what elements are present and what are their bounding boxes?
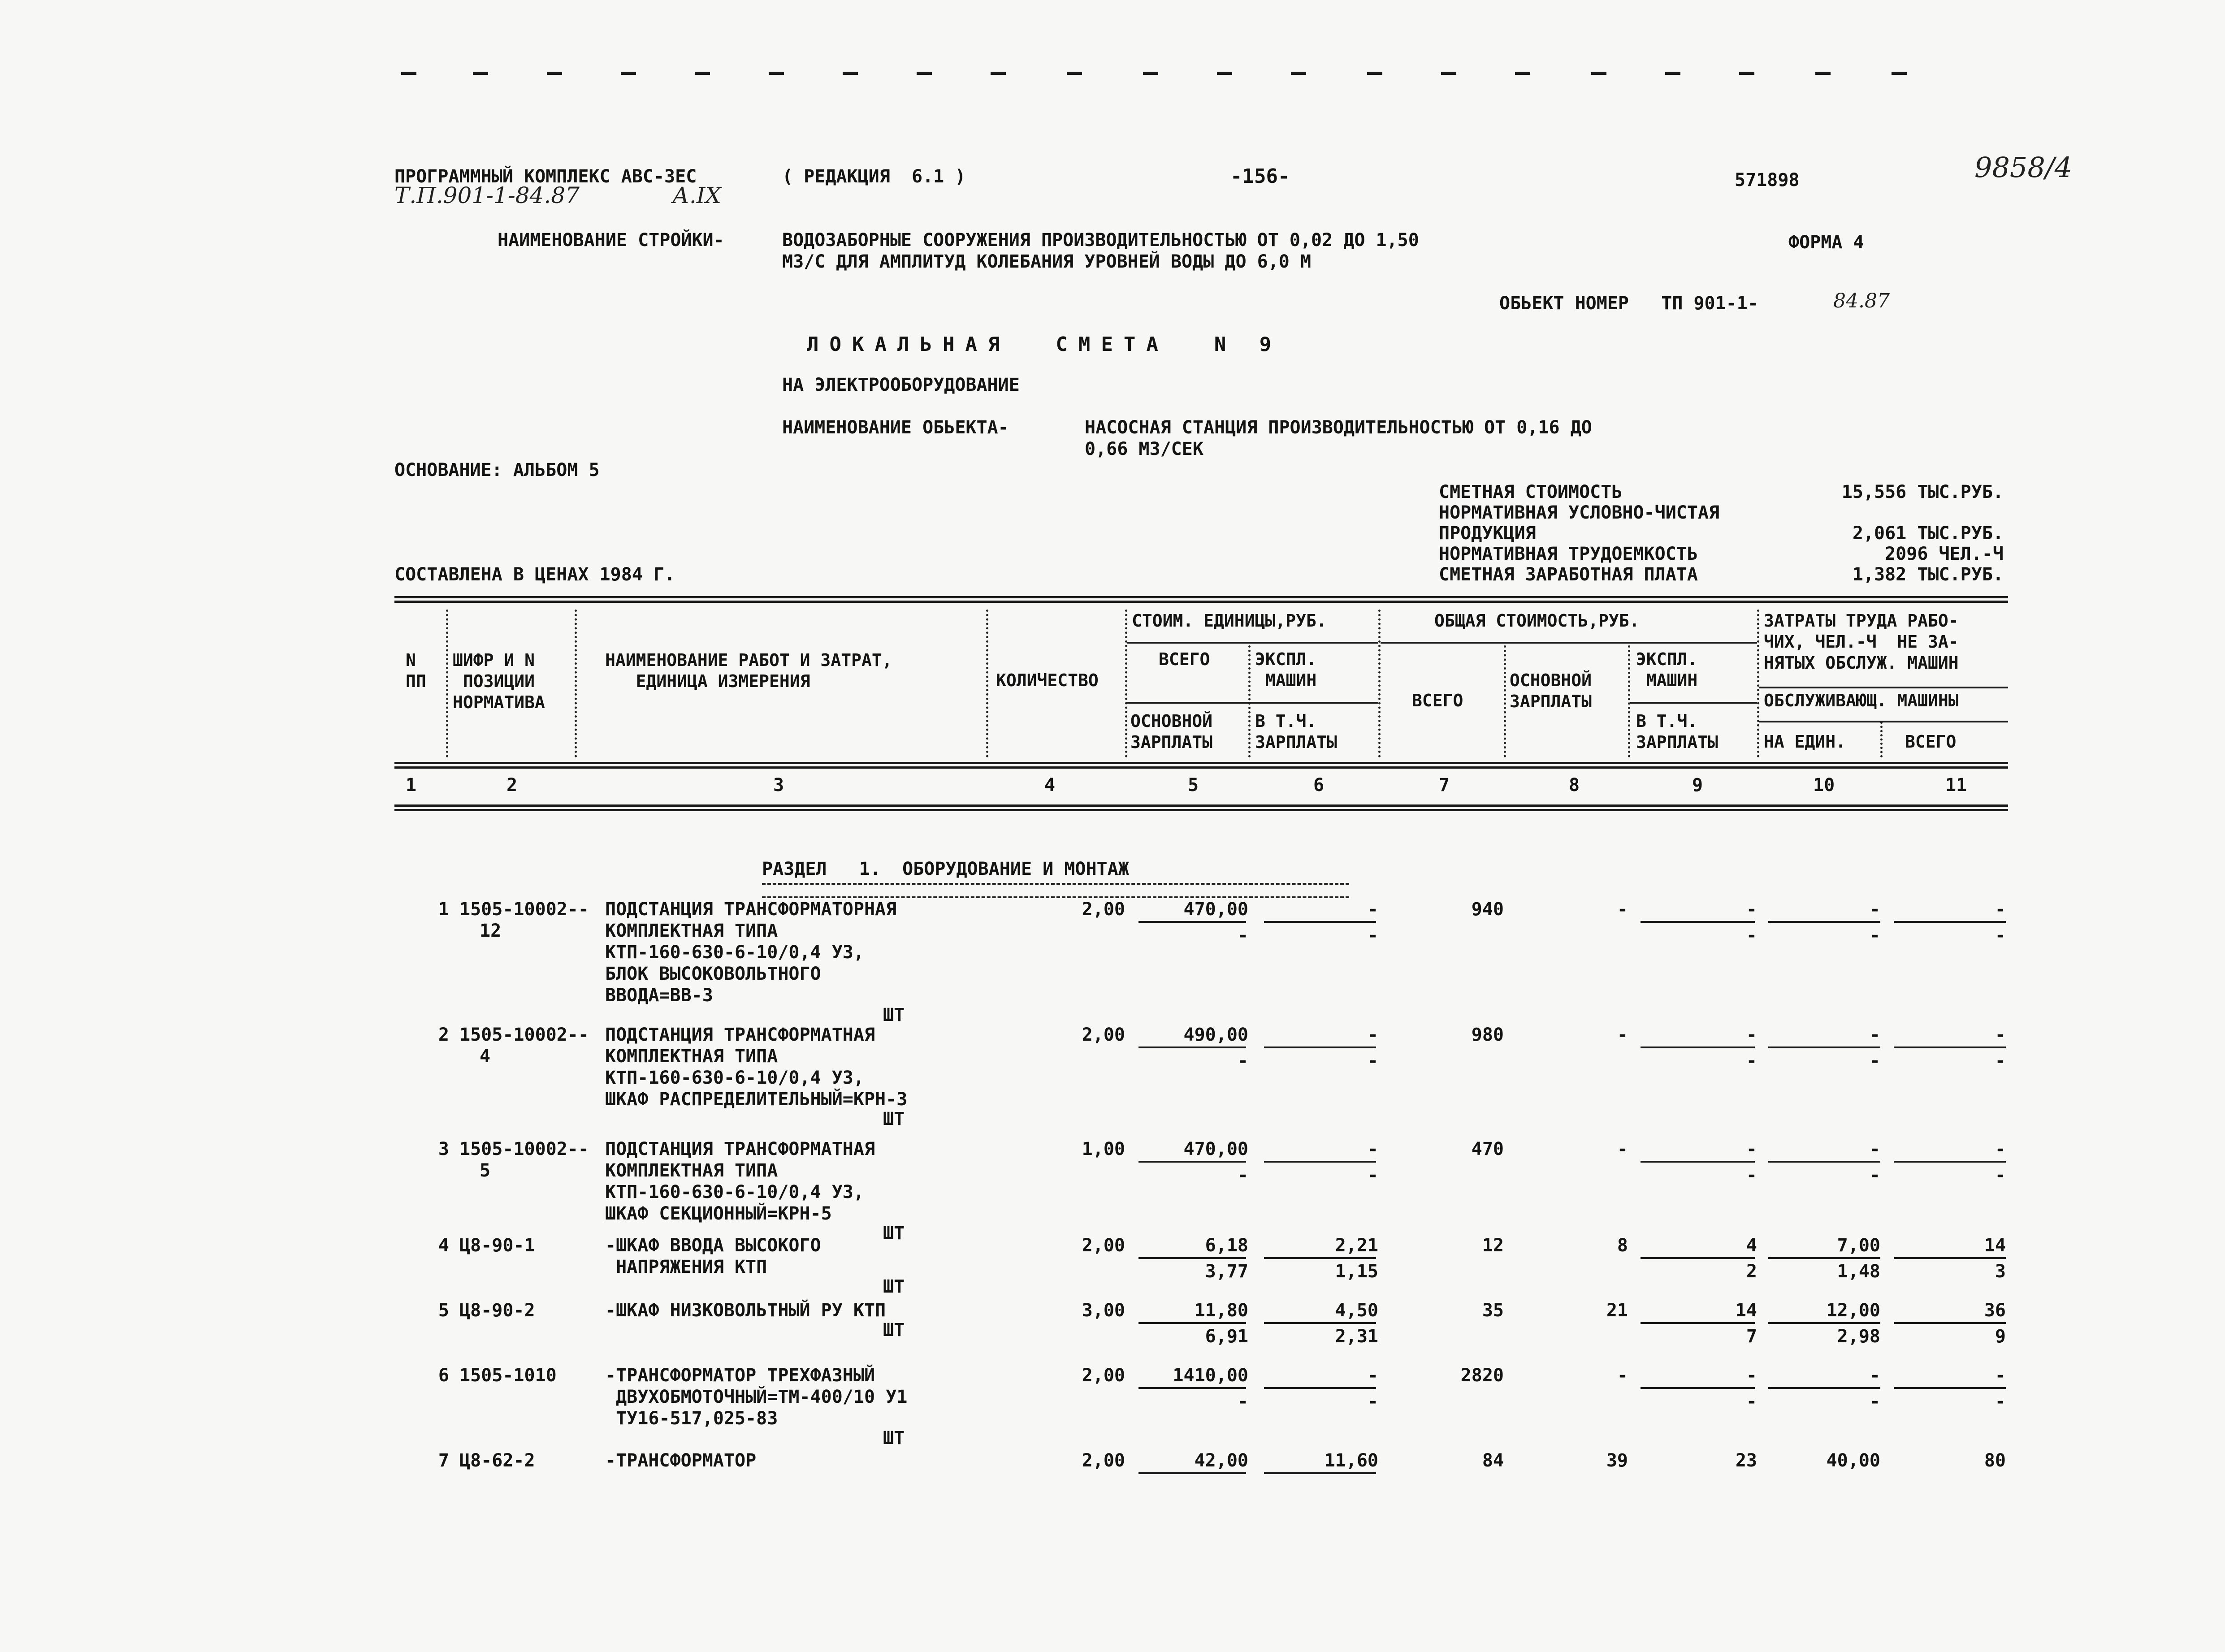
value-c5b: 3,77 xyxy=(1205,1261,1248,1282)
value-underline xyxy=(1264,1161,1376,1163)
dash-mark xyxy=(1441,72,1456,75)
edition: ( РЕДАКЦИЯ 6.1 ) xyxy=(782,166,966,187)
value-underline xyxy=(1641,1161,1755,1163)
construction-label: НАИМЕНОВАНИЕ СТРОЙКИ- xyxy=(498,230,724,251)
work-name-line: БЛОК ВЫСОКОВОЛЬТНОГО xyxy=(605,964,821,984)
quantity: 2,00 xyxy=(1082,899,1125,920)
quantity: 3,00 xyxy=(1082,1300,1125,1321)
total-incl-header: В Т.Ч. ЗАРПЛАТЫ xyxy=(1636,711,1719,752)
col-header-3: НАИМЕНОВАНИЕ РАБОТ И ЗАТРАТ, ЕДИНИЦА ИЗМЕРЕНИЯ xyxy=(605,650,892,691)
value-underline xyxy=(1768,1387,1880,1389)
column-number: 10 xyxy=(1813,775,1835,796)
object-name-label: НАИМЕНОВАНИЕ ОБЬЕКТА- xyxy=(782,417,1009,438)
dash-mark xyxy=(1591,72,1606,75)
dash-mark xyxy=(843,72,858,75)
row-number: 3 xyxy=(438,1139,449,1159)
work-name-line: ДВУХОБМОТОЧНЫЙ=ТМ-400/10 У1 xyxy=(605,1387,908,1407)
unit: ШТ xyxy=(883,1276,905,1297)
sheet-handwritten: 9858/4 xyxy=(1974,151,2073,184)
norm-code: Ц8-90-1 xyxy=(459,1235,535,1256)
col-header-2: ШИФР И N ПОЗИЦИИ НОРМАТИВА xyxy=(453,650,545,712)
value-c10: - xyxy=(1869,1365,1880,1386)
value-c10b: 2,98 xyxy=(1837,1326,1880,1347)
summary-value: 2096 ЧЕЛ.-Ч xyxy=(1885,544,2004,564)
col-header-4: КОЛИЧЕСТВО xyxy=(996,670,1099,690)
work-name-line: -ШКАФ НИЗКОВОЛЬТНЫЙ РУ КТП xyxy=(605,1300,886,1321)
unit-incl-header: В Т.Ч. ЗАРПЛАТЫ xyxy=(1255,711,1338,752)
dash-mark xyxy=(695,72,710,75)
dash-mark xyxy=(473,72,488,75)
value-c7: 980 xyxy=(1471,1025,1504,1045)
unit: ШТ xyxy=(883,1005,905,1025)
value-c9b: - xyxy=(1746,1051,1757,1071)
norm-code: 1505-10002-- xyxy=(459,1025,589,1045)
col-header-1: N ПП xyxy=(406,650,426,691)
value-c5: 470,00 xyxy=(1183,1139,1248,1159)
work-name-line: КТП-160-630-6-10/0,4 У3, xyxy=(605,1068,864,1088)
labor-unit-header: НА ЕДИН. xyxy=(1764,732,1846,752)
row-number: 6 xyxy=(438,1365,449,1386)
column-number: 11 xyxy=(1945,775,1967,796)
work-name-line: ВВОДА=ВВ-3 xyxy=(605,985,713,1006)
unit-machine-header: ЭКСПЛ. МАШИН xyxy=(1255,649,1317,690)
value-c11: - xyxy=(1995,1025,2006,1045)
value-c5b: 6,91 xyxy=(1205,1326,1248,1347)
header-subrule xyxy=(1759,687,2008,688)
header-rule-mid xyxy=(394,762,2008,764)
quantity: 2,00 xyxy=(1082,1450,1125,1471)
col-divider xyxy=(1628,645,1630,757)
value-c7: 470 xyxy=(1471,1139,1504,1159)
col-divider xyxy=(1125,610,1127,757)
value-c5b: - xyxy=(1237,1391,1248,1412)
dash-mark xyxy=(1892,72,1907,75)
unit: ШТ xyxy=(883,1223,905,1244)
value-c8: 8 xyxy=(1617,1235,1628,1256)
value-c8: - xyxy=(1617,1139,1628,1159)
work-name-line: НАПРЯЖЕНИЯ КТП xyxy=(605,1257,767,1277)
work-name-line: -ШКАФ ВВОДА ВЫСОКОГО xyxy=(605,1235,821,1256)
value-c6: 2,21 xyxy=(1335,1235,1378,1256)
col-divider xyxy=(446,610,448,757)
summary-label: ПРОДУКЦИЯ xyxy=(1439,523,1536,544)
header-rule-bottom xyxy=(394,804,2008,807)
column-number: 9 xyxy=(1692,775,1703,796)
col-divider xyxy=(1757,610,1759,757)
value-underline xyxy=(1894,1047,2006,1048)
header-subrule xyxy=(1759,721,2008,722)
value-c10b: - xyxy=(1869,1051,1880,1071)
summary-label: СМЕТНАЯ ЗАРАБОТНАЯ ПЛАТА xyxy=(1439,564,1698,585)
value-underline xyxy=(1768,1047,1880,1048)
row-number: 4 xyxy=(438,1235,449,1256)
summary-label: СМЕТНАЯ СТОИМОСТЬ xyxy=(1439,482,1623,502)
value-underline xyxy=(1894,1161,2006,1163)
value-c11b: 9 xyxy=(1995,1326,2006,1347)
value-underline xyxy=(1641,1322,1755,1324)
value-c10b: 1,48 xyxy=(1837,1261,1880,1282)
value-c6b: - xyxy=(1367,925,1378,946)
dash-mark xyxy=(769,72,784,75)
basis: ОСНОВАНИЕ: АЛЬБОМ 5 xyxy=(394,460,600,480)
form-label: ФОРМА 4 xyxy=(1788,232,1864,253)
value-c9b: 2 xyxy=(1746,1261,1757,1282)
value-c6: - xyxy=(1367,1025,1378,1045)
col-divider xyxy=(1248,645,1251,757)
value-underline xyxy=(1138,1322,1246,1324)
value-underline xyxy=(1641,1047,1755,1048)
value-c9: - xyxy=(1746,1365,1757,1386)
value-c9: 23 xyxy=(1735,1450,1757,1471)
value-c9: 14 xyxy=(1735,1300,1757,1321)
summary-label: НОРМАТИВНАЯ УСЛОВНО-ЧИСТАЯ xyxy=(1439,502,1720,523)
value-c6b: 2,31 xyxy=(1335,1326,1378,1347)
value-c9: 4 xyxy=(1746,1235,1757,1256)
value-c5: 11,80 xyxy=(1194,1300,1248,1321)
value-c7: 940 xyxy=(1471,899,1504,920)
work-name-line: ПОДСТАНЦИЯ ТРАНСФОРМАТНАЯ xyxy=(605,1139,875,1159)
norm-code: 1505-1010 xyxy=(459,1365,557,1386)
column-number: 3 xyxy=(773,775,784,796)
work-name-line: ПОДСТАНЦИЯ ТРАНСФОРМАТОРНАЯ xyxy=(605,899,897,920)
value-underline xyxy=(1641,921,1755,923)
column-number: 7 xyxy=(1439,775,1450,796)
summary-value: 15,556 ТЫС.РУБ. xyxy=(1841,482,2004,502)
header-rule-top-2 xyxy=(394,601,2008,603)
value-c9b: - xyxy=(1746,925,1757,946)
row-number: 5 xyxy=(438,1300,449,1321)
summary-label: НОРМАТИВНАЯ ТРУДОЕМКОСТЬ xyxy=(1439,544,1698,564)
value-underline xyxy=(1264,1257,1376,1259)
value-c11: - xyxy=(1995,899,2006,920)
value-c10b: - xyxy=(1869,1165,1880,1185)
labor-total-header: ВСЕГО xyxy=(1905,732,1957,752)
header-rule-mid-2 xyxy=(394,766,2008,769)
work-name-line: КОМПЛЕКТНАЯ ТИПА xyxy=(605,1160,778,1181)
value-c5: 6,18 xyxy=(1205,1235,1248,1256)
summary-value: 2,061 ТЫС.РУБ. xyxy=(1852,523,2004,544)
value-c8: - xyxy=(1617,1365,1628,1386)
object-name-2: 0,66 М3/СЕК xyxy=(1085,439,1203,459)
construction-name-2: М3/С ДЛЯ АМПЛИТУД КОЛЕБАНИЯ УРОВНЕЙ ВОДЫ ДО 6,0 М xyxy=(782,251,1312,272)
value-c6: 11,60 xyxy=(1324,1450,1378,1471)
value-c5: 490,00 xyxy=(1183,1025,1248,1045)
work-name-line: КОМПЛЕКТНАЯ ТИПА xyxy=(605,921,778,941)
value-underline xyxy=(1641,1257,1755,1259)
value-c10: 7,00 xyxy=(1837,1235,1880,1256)
construction-name-1: ВОДОЗАБОРНЫЕ СООРУЖЕНИЯ ПРОИЗВОДИТЕЛЬНОСТЬЮ ОТ 0,02 ДО 1,50 xyxy=(782,230,1419,251)
header-subrule xyxy=(1127,702,1378,704)
value-underline xyxy=(1894,1322,2006,1324)
norm-code-line2: 12 xyxy=(480,921,502,941)
work-name-line: ПОДСТАНЦИЯ ТРАНСФОРМАТНАЯ xyxy=(605,1025,875,1045)
value-c11b: - xyxy=(1995,1165,2006,1185)
header-subrule xyxy=(1127,642,1378,644)
unit: ШТ xyxy=(883,1428,905,1449)
header-subrule xyxy=(1381,642,1757,644)
value-c11b: - xyxy=(1995,1051,2006,1071)
dash-mark xyxy=(1291,72,1306,75)
header-rule-bottom-2 xyxy=(394,809,2008,811)
value-c5: 42,00 xyxy=(1194,1450,1248,1471)
column-number: 4 xyxy=(1044,775,1056,796)
value-c9: - xyxy=(1746,899,1757,920)
quantity: 2,00 xyxy=(1082,1025,1125,1045)
col-divider xyxy=(575,610,577,757)
value-underline xyxy=(1138,1161,1246,1163)
work-name-line: ШКАФ СЕКЦИОННЫЙ=КРН-5 xyxy=(605,1203,832,1224)
value-c5: 470,00 xyxy=(1183,899,1248,920)
value-c8: - xyxy=(1617,1025,1628,1045)
header-subrule xyxy=(1630,702,1757,704)
quantity: 1,00 xyxy=(1082,1139,1125,1159)
prices-year: СОСТАВЛЕНА В ЦЕНАХ 1984 Г. xyxy=(394,564,675,585)
value-c10b: - xyxy=(1869,1391,1880,1412)
row-number: 7 xyxy=(438,1450,449,1471)
value-c10: 12,00 xyxy=(1826,1300,1880,1321)
norm-code: 1505-10002-- xyxy=(459,1139,589,1159)
unit: ШТ xyxy=(883,1109,905,1129)
col-divider xyxy=(986,610,988,757)
value-c7: 12 xyxy=(1482,1235,1504,1256)
album-handwritten: А.IX xyxy=(672,182,722,208)
object-name-1: НАСОСНАЯ СТАНЦИЯ ПРОИЗВОДИТЕЛЬНОСТЬЮ ОТ 0,16 ДО xyxy=(1085,417,1592,438)
work-name-line: -ТРАНСФОРМАТОР xyxy=(605,1450,757,1471)
value-c6b: 1,15 xyxy=(1335,1261,1378,1282)
dash-mark xyxy=(401,72,416,75)
value-underline xyxy=(1768,1322,1880,1324)
dash-mark xyxy=(991,72,1006,75)
value-c10: - xyxy=(1869,1139,1880,1159)
document-code: 571898 xyxy=(1735,170,1800,190)
value-c11b: 3 xyxy=(1995,1261,2006,1282)
work-name-line: -ТРАНСФОРМАТОР ТРЕХФАЗНЫЙ xyxy=(605,1365,875,1386)
value-c6: 4,50 xyxy=(1335,1300,1378,1321)
value-underline xyxy=(1138,1047,1246,1048)
value-c11: 80 xyxy=(1984,1450,2006,1471)
value-c9b: - xyxy=(1746,1165,1757,1185)
dash-mark xyxy=(1367,72,1382,75)
value-c10: - xyxy=(1869,899,1880,920)
value-c9b: - xyxy=(1746,1391,1757,1412)
value-underline xyxy=(1138,921,1246,923)
section-title: РАЗДЕЛ 1. ОБОРУДОВАНИЕ И МОНТАЖ xyxy=(762,859,1129,879)
column-number: 5 xyxy=(1188,775,1199,796)
estimate-subtitle: НА ЭЛЕКТРООБОРУДОВАНИЕ xyxy=(782,375,1020,395)
value-c11: 36 xyxy=(1984,1300,2006,1321)
norm-code-line2: 4 xyxy=(480,1046,491,1067)
dash-mark xyxy=(547,72,562,75)
value-c7: 2820 xyxy=(1460,1365,1504,1386)
header-rule-top xyxy=(394,596,2008,598)
norm-code: 1505-10002-- xyxy=(459,899,589,920)
labor-header: ЗАТРАТЫ ТРУДА РАБО- ЧИХ, ЧЕЛ.-Ч НЕ ЗА- НЯТЫХ ОБСЛУЖ. МАШИН xyxy=(1764,611,1959,673)
value-underline xyxy=(1138,1472,1246,1474)
dash-mark xyxy=(1815,72,1831,75)
value-underline xyxy=(1768,921,1880,923)
unit-cost-header: СТОИМ. ЕДИНИЦЫ,РУБ. xyxy=(1132,611,1327,631)
total-wage-header: ОСНОВНОЙ ЗАРПЛАТЫ xyxy=(1510,670,1592,711)
value-c5b: - xyxy=(1237,925,1248,946)
value-c11: - xyxy=(1995,1139,2006,1159)
value-underline xyxy=(1264,1047,1376,1048)
value-c11: 14 xyxy=(1984,1235,2006,1256)
value-c6: - xyxy=(1367,1365,1378,1386)
tp-handwritten: Т.П.901-1-84.87 xyxy=(394,182,580,208)
value-c9b: 7 xyxy=(1746,1326,1757,1347)
value-c10: 40,00 xyxy=(1826,1450,1880,1471)
value-c6: - xyxy=(1367,1139,1378,1159)
object-number-handwritten: 84.87 xyxy=(1833,290,1890,312)
value-c10: - xyxy=(1869,1025,1880,1045)
work-name-line: ТУ16-517,025-83 xyxy=(605,1408,778,1429)
dash-mark xyxy=(1515,72,1530,75)
quantity: 2,00 xyxy=(1082,1235,1125,1256)
column-number: 8 xyxy=(1569,775,1580,796)
total-all-header: ВСЕГО xyxy=(1412,691,1463,710)
value-c6b: - xyxy=(1367,1391,1378,1412)
value-c8: 21 xyxy=(1606,1300,1628,1321)
value-c9: - xyxy=(1746,1139,1757,1159)
work-name-line: КТП-160-630-6-10/0,4 У3, xyxy=(605,942,864,963)
norm-code-line2: 5 xyxy=(480,1160,491,1181)
value-underline xyxy=(1894,1387,2006,1389)
labor-service-header: ОБСЛУЖИВАЮЩ. МАШИНЫ xyxy=(1764,691,1959,710)
value-c11b: - xyxy=(1995,1391,2006,1412)
value-c8: - xyxy=(1617,899,1628,920)
value-c7: 35 xyxy=(1482,1300,1504,1321)
unit-wage-header: ОСНОВНОЙ ЗАРПЛАТЫ xyxy=(1130,711,1213,752)
value-c5: 1410,00 xyxy=(1173,1365,1248,1386)
work-name-line: ШКАФ РАСПРЕДЕЛИТЕЛЬНЫЙ=КРН-3 xyxy=(605,1089,908,1110)
summary-value: 1,382 ТЫС.РУБ. xyxy=(1852,564,2004,585)
page-number: -156- xyxy=(1230,165,1290,188)
value-c11: - xyxy=(1995,1365,2006,1386)
column-number: 6 xyxy=(1313,775,1325,796)
dash-mark xyxy=(1217,72,1232,75)
col-divider xyxy=(1880,722,1883,757)
value-c9: - xyxy=(1746,1025,1757,1045)
value-underline xyxy=(1894,1257,2006,1259)
value-c6b: - xyxy=(1367,1165,1378,1185)
value-underline xyxy=(1768,1257,1880,1259)
total-cost-header: ОБЩАЯ СТОИМОСТЬ,РУБ. xyxy=(1434,611,1640,631)
value-underline xyxy=(1138,1257,1246,1259)
norm-code: Ц8-90-2 xyxy=(459,1300,535,1321)
program-name: ПРОГРАММНЫЙ КОМПЛЕКС АВС-3ЕС xyxy=(394,166,697,187)
value-underline xyxy=(1768,1161,1880,1163)
value-c11b: - xyxy=(1995,925,2006,946)
dash-mark xyxy=(917,72,932,75)
value-c5b: - xyxy=(1237,1165,1248,1185)
value-underline xyxy=(1264,1387,1376,1389)
value-underline xyxy=(1138,1387,1246,1389)
work-name-line: КТП-160-630-6-10/0,4 У3, xyxy=(605,1182,864,1202)
dash-mark xyxy=(1739,72,1754,75)
column-number: 2 xyxy=(506,775,518,796)
norm-code: Ц8-62-2 xyxy=(459,1450,535,1471)
total-machine-header: ЭКСПЛ. МАШИН xyxy=(1636,649,1698,690)
estimate-title: ЛОКАЛЬНАЯ СМЕТА N 9 xyxy=(807,333,1282,356)
quantity: 2,00 xyxy=(1082,1365,1125,1386)
column-number: 1 xyxy=(406,775,417,796)
col-divider xyxy=(1378,610,1381,757)
unit: ШТ xyxy=(883,1320,905,1341)
dash-mark xyxy=(1665,72,1680,75)
value-c6: - xyxy=(1367,899,1378,920)
value-underline xyxy=(1264,1472,1376,1474)
value-underline xyxy=(1264,921,1376,923)
dash-mark xyxy=(1143,72,1158,75)
row-number: 1 xyxy=(438,899,449,920)
object-number-label: ОБЬЕКТ НОМЕР ТП 901-1- xyxy=(1499,293,1758,314)
value-c10b: - xyxy=(1869,925,1880,946)
value-c6b: - xyxy=(1367,1051,1378,1071)
section-underline xyxy=(762,883,1349,898)
dash-mark xyxy=(1067,72,1082,75)
value-underline xyxy=(1894,921,2006,923)
unit-total-header: ВСЕГО xyxy=(1159,649,1210,669)
value-c5b: - xyxy=(1237,1051,1248,1071)
row-number: 2 xyxy=(438,1025,449,1045)
work-name-line: КОМПЛЕКТНАЯ ТИПА xyxy=(605,1046,778,1067)
dash-mark xyxy=(621,72,636,75)
value-underline xyxy=(1264,1322,1376,1324)
value-c7: 84 xyxy=(1482,1450,1504,1471)
col-divider xyxy=(1504,645,1506,757)
value-underline xyxy=(1641,1387,1755,1389)
value-c8: 39 xyxy=(1606,1450,1628,1471)
